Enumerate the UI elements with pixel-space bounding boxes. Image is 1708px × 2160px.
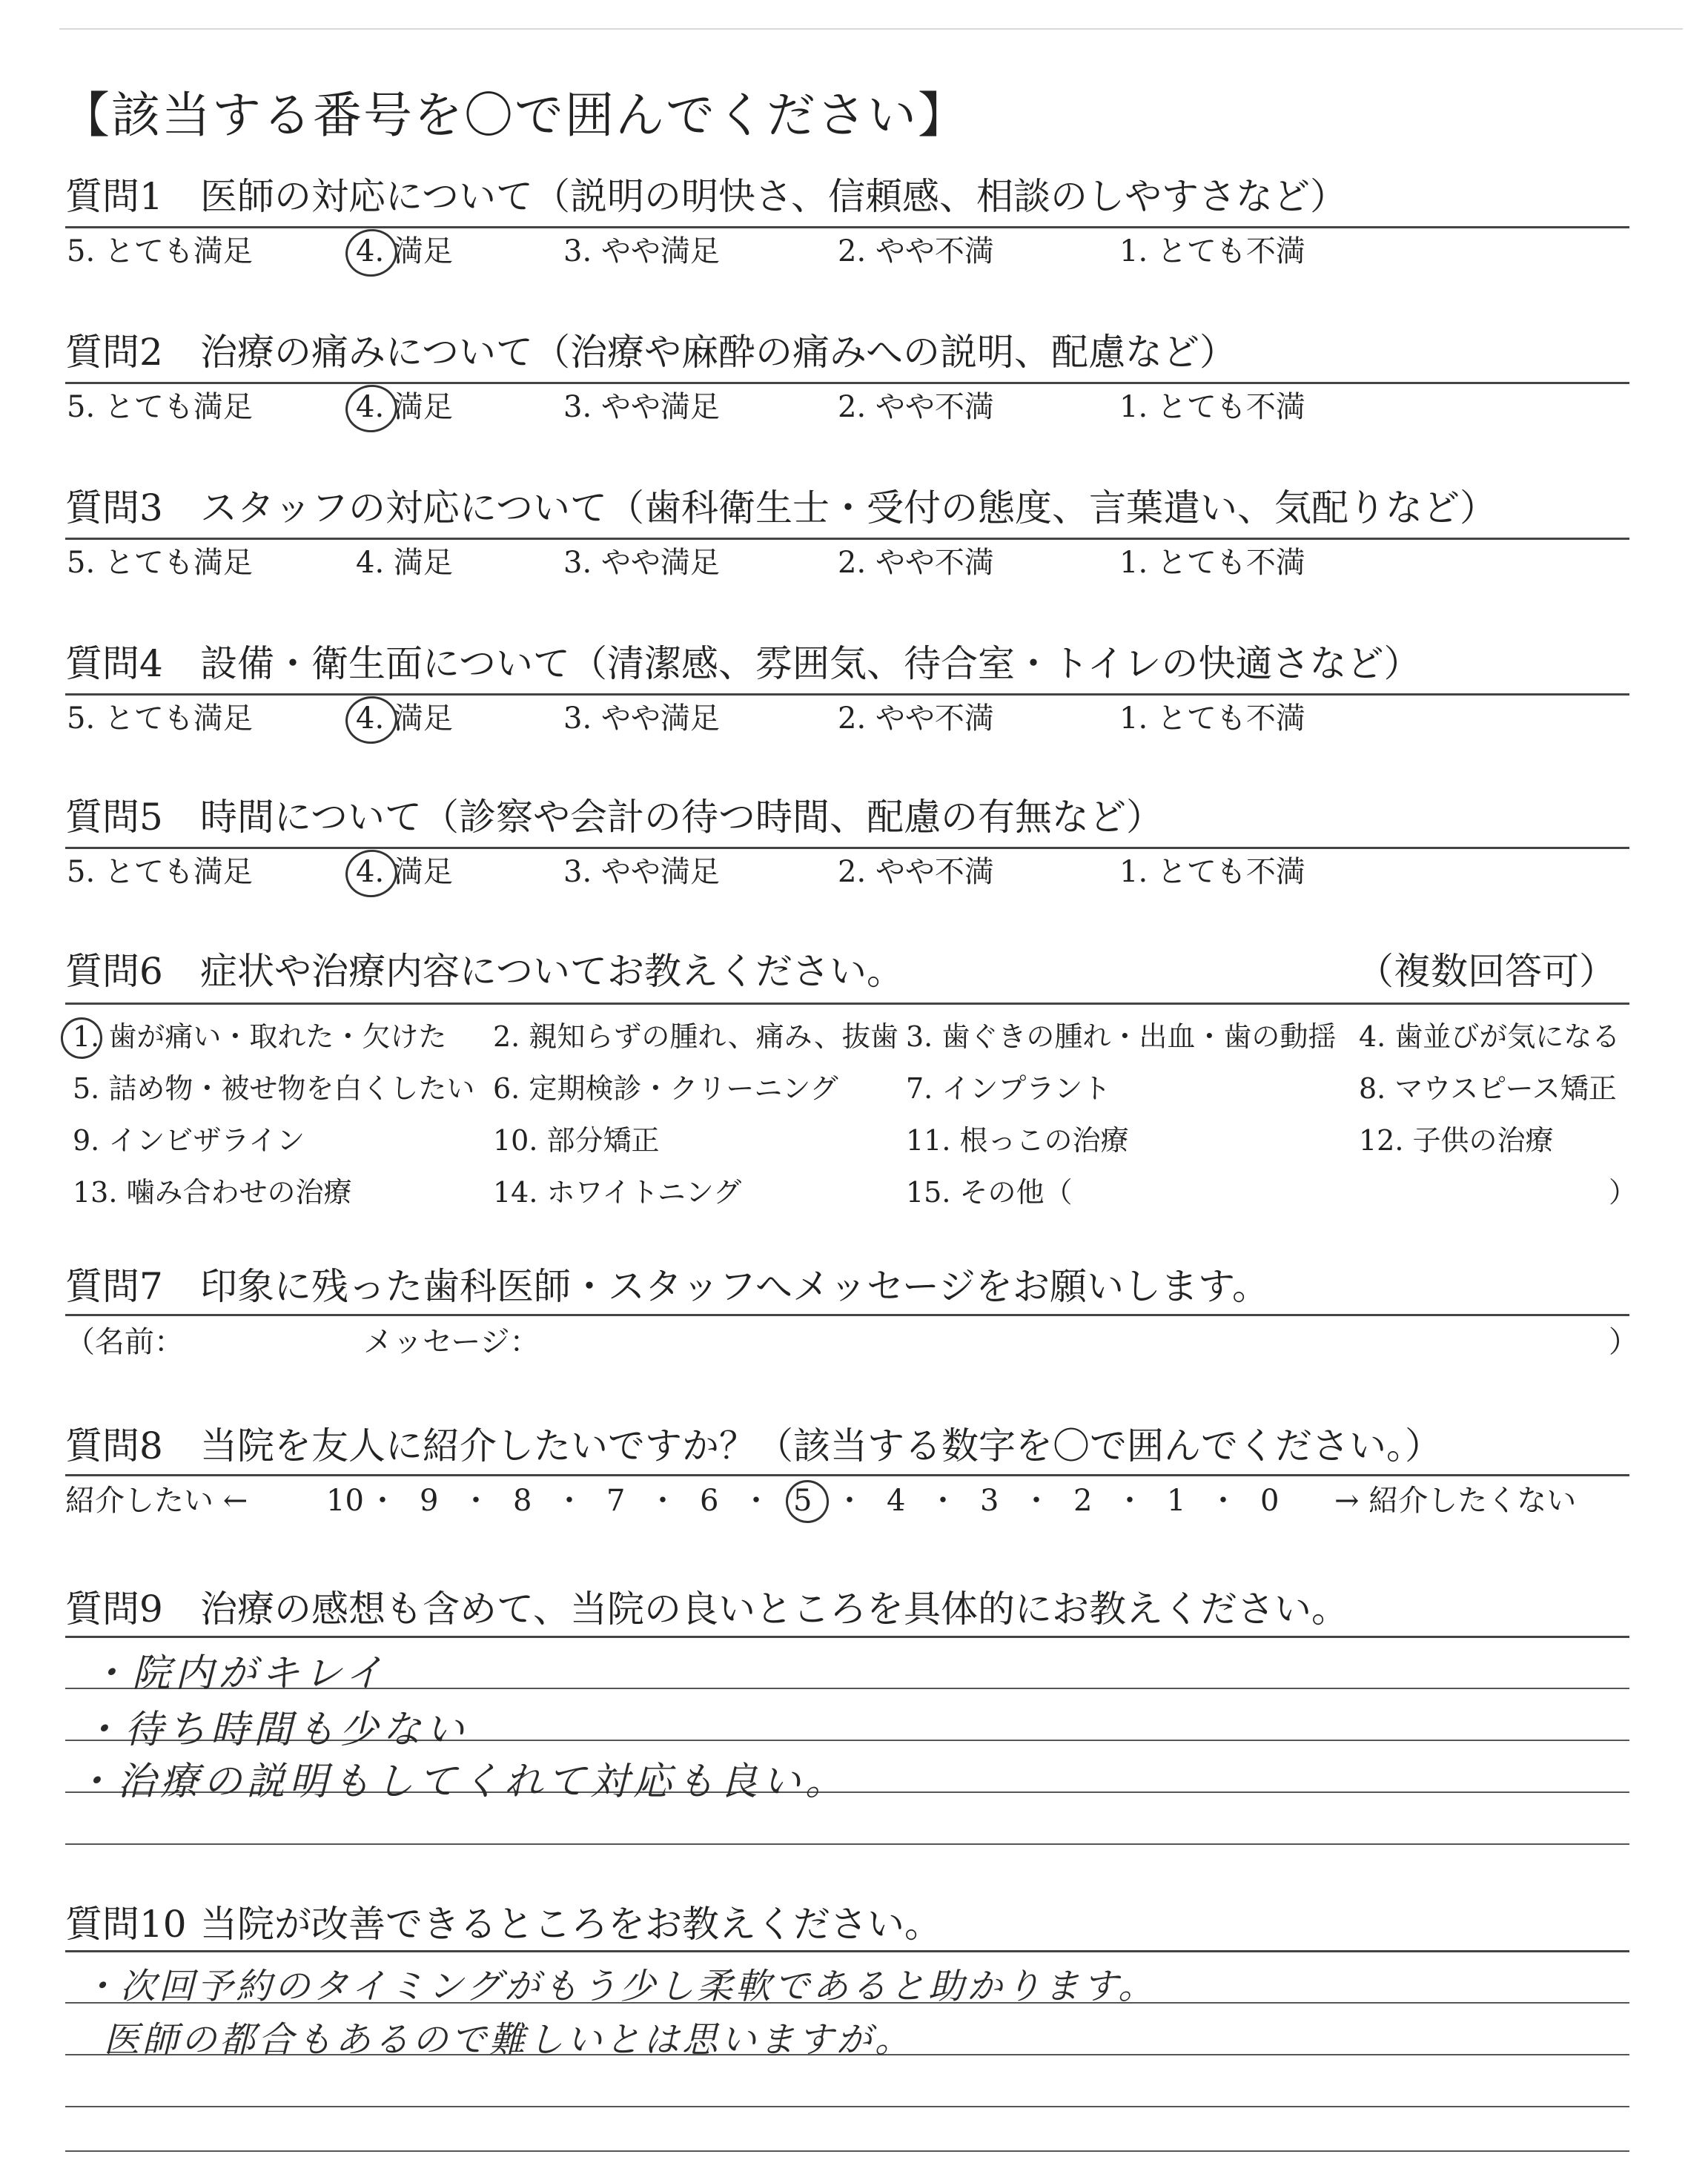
- scale-separator: ・: [928, 1484, 958, 1518]
- question-text: 治療の感想も含めて、当院の良いところを具体的にお教えください。: [200, 1588, 1348, 1631]
- symptom-option: 11. 根っこの治療: [906, 1124, 1129, 1157]
- rating-option: 4. 満足: [356, 546, 453, 580]
- rating-option: 5. とても満足: [67, 546, 253, 580]
- symptom-option: ）: [1609, 1176, 1638, 1209]
- question-label: 質問9: [65, 1588, 163, 1631]
- question-text: 当院を友人に紹介したいですか？（該当する数字を〇で囲んでください。）: [200, 1424, 1442, 1467]
- question-text: 医師の対応について（説明の明快さ、信頼感、相談のしやすさなど）: [200, 175, 1347, 218]
- message-label: メッセージ：: [363, 1325, 540, 1359]
- handwritten-answer: ・次回予約のタイミングがもう少し柔軟であると助かります。: [82, 1966, 1157, 2007]
- scale-separator: ・: [1022, 1484, 1051, 1518]
- question-label: 質問4: [65, 642, 163, 685]
- question-label: 質問10: [65, 1903, 187, 1946]
- question-underline: [65, 538, 1629, 540]
- question-underline: [65, 1950, 1629, 1952]
- multiple-answer-note: （複数回答可）: [1357, 950, 1616, 993]
- question-label: 質問2: [65, 331, 163, 374]
- rating-option: 1. とても不満: [1119, 546, 1305, 580]
- scale-left-label: 紹介したい ←: [65, 1484, 248, 1518]
- handwritten-answer: ・治療の説明もしてくれて対応も良い。: [74, 1760, 849, 1804]
- symptom-option: 4. 歯並びが気になる: [1359, 1020, 1621, 1053]
- scale-separator: ・: [835, 1484, 864, 1518]
- scale-separator: ・: [648, 1484, 678, 1518]
- question-underline: [65, 693, 1629, 696]
- question-text: 症状や治療内容についてお教えください。: [200, 950, 904, 993]
- rating-option: 3. やや満足: [563, 234, 720, 268]
- scale-separator: ・: [368, 1484, 397, 1518]
- scale-separator: ・: [1208, 1484, 1238, 1518]
- scale-separator: ・: [741, 1484, 771, 1518]
- question-underline: [65, 1003, 1629, 1005]
- rating-option: 2. やや不満: [838, 546, 994, 580]
- rating-option: 2. やや不満: [838, 855, 994, 889]
- symptom-option: 15. その他（: [906, 1176, 1073, 1209]
- symptom-option: 7. インプラント: [906, 1072, 1111, 1105]
- rating-option: 4. 満足: [356, 390, 453, 424]
- answer-line: [65, 1843, 1629, 1845]
- scale-number: 4: [887, 1484, 906, 1518]
- symptom-option: 13. 噛み合わせの治療: [73, 1176, 352, 1209]
- rating-option: 3. やや満足: [563, 701, 720, 736]
- scale-number: 7: [606, 1484, 626, 1518]
- rating-option: 5. とても満足: [67, 234, 253, 268]
- question-text: 印象に残った歯科医師・スタッフへメッセージをお願いします。: [200, 1265, 1269, 1308]
- message-close-paren: ）: [1609, 1325, 1638, 1359]
- question-label: 質問8: [65, 1424, 163, 1467]
- symptom-option: 14. ホワイトニング: [493, 1176, 742, 1209]
- rating-option: 3. やや満足: [563, 390, 720, 424]
- scale-number: 3: [980, 1484, 999, 1518]
- scale-number: 2: [1073, 1484, 1093, 1518]
- rating-option: 1. とても不満: [1119, 390, 1305, 424]
- scale-number: 8: [513, 1484, 532, 1518]
- rating-option: 3. やや満足: [563, 855, 720, 889]
- rating-option: 2. やや不満: [838, 701, 994, 736]
- handwritten-answer: ・院内がキレイ: [89, 1651, 388, 1696]
- scale-separator: ・: [1115, 1484, 1145, 1518]
- symptom-option: 5. 詰め物・被せ物を白くしたい: [73, 1072, 475, 1105]
- question-label: 質問3: [65, 486, 163, 529]
- rating-option: 2. やや不満: [838, 390, 994, 424]
- symptom-option: 3. 歯ぐきの腫れ・出血・歯の動揺: [906, 1020, 1337, 1053]
- rating-option: 1. とても不満: [1119, 855, 1305, 889]
- symptom-option: 6. 定期検診・クリーニング: [493, 1072, 838, 1105]
- scale-right-label: → 紹介したくない: [1334, 1484, 1577, 1518]
- question-underline: [65, 1474, 1629, 1476]
- scale-number: 0: [1260, 1484, 1280, 1518]
- page-top-border: [59, 28, 1683, 30]
- rating-option: 4. 満足: [356, 855, 453, 889]
- question-label: 質問5: [65, 796, 163, 839]
- question-text: スタッフの対応について（歯科衛生士・受付の態度、言葉遣い、気配りなど）: [200, 486, 1497, 529]
- question-text: 設備・衛生面について（清潔感、雰囲気、待合室・トイレの快適さなど）: [200, 642, 1421, 685]
- question-label: 質問6: [65, 950, 163, 993]
- symptom-option: 2. 親知らずの腫れ、痛み、抜歯: [493, 1020, 898, 1053]
- rating-option: 5. とても満足: [67, 855, 253, 889]
- scale-number: 6: [700, 1484, 719, 1518]
- scale-number: 10: [326, 1484, 364, 1518]
- rating-option: 4. 満足: [356, 234, 453, 268]
- page-title: 【該当する番号を〇で囲んでください】: [61, 87, 968, 144]
- scale-separator: ・: [555, 1484, 584, 1518]
- rating-option: 1. とても不満: [1119, 234, 1305, 268]
- answer-line: [65, 2106, 1629, 2107]
- handwritten-answer: ・待ち時間も少ない: [82, 1708, 469, 1752]
- rating-option: 1. とても不満: [1119, 701, 1305, 736]
- question-text: 時間について（診察や会計の待つ時間、配慮の有無など）: [200, 796, 1163, 839]
- symptom-option: 10. 部分矯正: [493, 1124, 660, 1157]
- question-underline: [65, 382, 1629, 384]
- question-underline: [65, 1636, 1629, 1638]
- scale-separator: ・: [461, 1484, 491, 1518]
- symptom-option: 9. インビザライン: [73, 1124, 305, 1157]
- answer-line: [65, 2150, 1629, 2152]
- name-label: （名前：: [65, 1325, 184, 1359]
- rating-option: 5. とても満足: [67, 390, 253, 424]
- scale-number: 9: [420, 1484, 439, 1518]
- question-text: 治療の痛みについて（治療や麻酔の痛みへの説明、配慮など）: [200, 331, 1237, 374]
- rating-option: 5. とても満足: [67, 701, 253, 736]
- symptom-option: 1. 歯が痛い・取れた・欠けた: [73, 1020, 447, 1053]
- question-text: 当院が改善できるところをお教えください。: [200, 1903, 941, 1946]
- rating-option: 2. やや不満: [838, 234, 994, 268]
- question-underline: [65, 847, 1629, 849]
- selection-circle: [783, 1477, 832, 1526]
- rating-option: 4. 満足: [356, 701, 453, 736]
- rating-option: 3. やや満足: [563, 546, 720, 580]
- question-label: 質問1: [65, 175, 163, 218]
- question-label: 質問7: [65, 1265, 163, 1308]
- scale-number: 1: [1167, 1484, 1186, 1518]
- symptom-option: 12. 子供の治療: [1359, 1124, 1554, 1157]
- symptom-option: 8. マウスピース矯正: [1359, 1072, 1617, 1105]
- handwritten-answer: 医師の都合もあるので難しいとは思いますが。: [104, 2019, 914, 2061]
- scale-number: 5: [793, 1484, 812, 1518]
- question-underline: [65, 226, 1629, 228]
- question-underline: [65, 1314, 1629, 1316]
